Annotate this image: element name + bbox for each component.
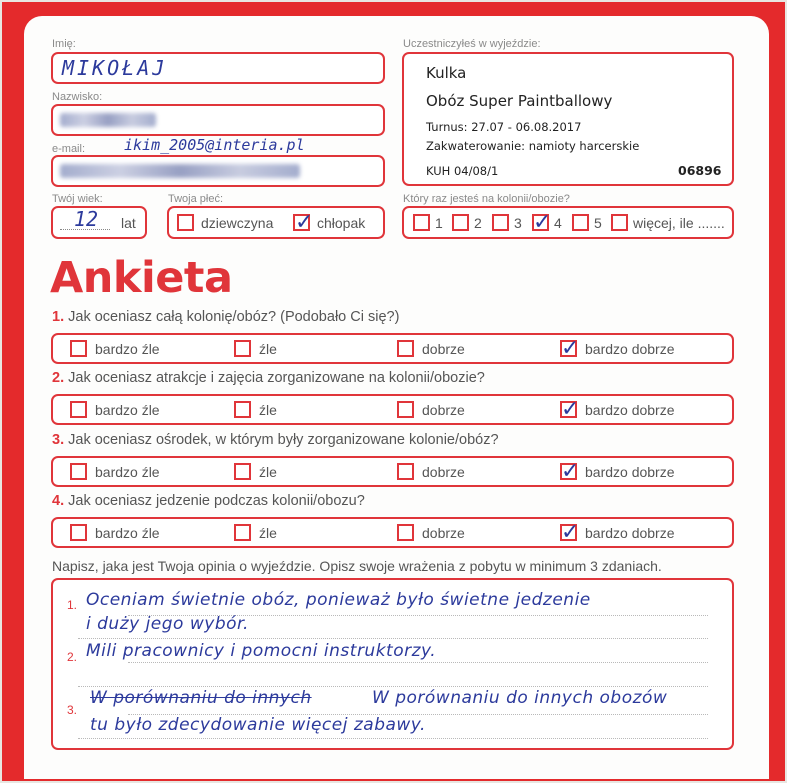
checkbox-q3-opt3[interactable] <box>397 463 414 480</box>
opinion-line-2: i duży jego wybór. <box>86 614 249 634</box>
times-label: Który raz jesteś na kolonii/obozie? <box>403 193 570 205</box>
check-mark-icon: ✓ <box>533 210 552 235</box>
question-4-text <box>52 493 365 509</box>
checkbox-q4-opt2[interactable] <box>234 524 251 541</box>
checkbox-q4-opt1[interactable] <box>70 524 87 541</box>
stamp-turnus: Turnus: 27.07 - 06.08.2017 <box>426 120 582 134</box>
age-value: 12 <box>74 207 99 231</box>
checkbox-q3-opt2[interactable] <box>234 463 251 480</box>
times-option-2: 2 <box>474 215 482 231</box>
age-label: Twój wiek: <box>52 193 103 205</box>
times-option-4: 4 <box>554 215 562 231</box>
opinion-num-1: 1. <box>67 598 78 612</box>
check-mark-icon: ✓ <box>295 210 314 235</box>
opinion-num-2: 2. <box>67 650 78 664</box>
rating-option-label: bardzo źle <box>95 402 160 418</box>
question-label: Jak oceniasz atrakcje i zajęcia zorganizowane na kolonii/obozie? <box>68 370 485 386</box>
checkbox-times-more[interactable] <box>611 214 628 231</box>
stamp-number: 06896 <box>678 163 722 178</box>
name-value: MIKOŁAJ <box>62 56 168 80</box>
stamp-code: KUH 04/08/1 <box>426 164 499 178</box>
rating-option-label: dobrze <box>422 402 465 418</box>
stamp-name: Kulka <box>426 64 467 82</box>
question-1-text <box>52 309 399 325</box>
check-mark-icon: ✓ <box>561 336 580 361</box>
rating-option-label: bardzo dobrze <box>585 341 675 357</box>
checkbox-times-2[interactable] <box>452 214 469 231</box>
times-option-5: 5 <box>594 215 602 231</box>
email-handwritten: ikim_2005@interia.pl <box>124 136 305 154</box>
checkbox-q2-opt1[interactable] <box>70 401 87 418</box>
opinion-line-3: Mili pracownicy i pomocni instruktorzy. <box>86 641 437 661</box>
rating-option-label: bardzo źle <box>95 464 160 480</box>
opinion-strikethrough: W porównaniu do innych <box>90 688 312 708</box>
rating-option-label: bardzo źle <box>95 341 160 357</box>
participated-label: Uczestniczyłeś w wyjeździe: <box>403 38 541 50</box>
gender-option-boy: chłopak <box>317 215 366 231</box>
surname-label: Nazwisko: <box>52 91 103 103</box>
opinion-prompt: Napisz, jaka jest Twoja opinia o wyjeździe. Opisz swoje wrażenia z pobytu w minimum 3 zdaniach. <box>52 558 662 574</box>
question-number: 3. <box>52 432 65 448</box>
check-mark-icon: ✓ <box>561 520 580 545</box>
age-unit: lat <box>121 215 136 231</box>
gender-label: Twoja płeć: <box>168 193 224 205</box>
name-label: Imię: <box>52 38 76 50</box>
rating-option-label: bardzo źle <box>95 525 160 541</box>
rating-option-label: źle <box>259 464 277 480</box>
times-option-1: 1 <box>435 215 443 231</box>
rating-option-label: bardzo dobrze <box>585 525 675 541</box>
question-label: Jak oceniasz ośrodek, w którym były zorganizowane kolonie/obóz? <box>68 432 499 448</box>
writing-line <box>128 662 708 663</box>
gender-option-girl: dziewczyna <box>201 215 274 231</box>
email-label: e-mail: <box>52 143 86 155</box>
question-number: 1. <box>52 309 65 325</box>
redacted-email <box>60 164 300 178</box>
opinion-line-4: W porównaniu do innych obozów <box>372 688 668 708</box>
checkbox-q1-opt1[interactable] <box>70 340 87 357</box>
stamp-housing: Zakwaterowanie: namioty harcerskie <box>426 139 640 153</box>
question-number: 2. <box>52 370 65 386</box>
question-number: 4. <box>52 493 65 509</box>
question-label: Jak oceniasz całą kolonię/obóz? (Podobało Ci się?) <box>68 309 400 325</box>
writing-line <box>78 738 708 739</box>
rating-option-label: źle <box>259 402 277 418</box>
question-3-text <box>52 432 499 448</box>
checkbox-times-1[interactable] <box>413 214 430 231</box>
check-mark-icon: ✓ <box>561 397 580 422</box>
opinion-line-5: tu było zdecydowanie więcej zabawy. <box>90 715 426 735</box>
checkbox-q4-opt3[interactable] <box>397 524 414 541</box>
opinion-line-1: Oceniam świetnie obóz, ponieważ było świetne jedzenie <box>86 590 591 610</box>
checkbox-q1-opt2[interactable] <box>234 340 251 357</box>
rating-option-label: bardzo dobrze <box>585 464 675 480</box>
opinion-num-3: 3. <box>67 703 78 717</box>
question-label: Jak oceniasz jedzenie podczas kolonii/obozu? <box>68 493 365 509</box>
rating-option-label: dobrze <box>422 464 465 480</box>
checkbox-times-5[interactable] <box>572 214 589 231</box>
question-2-text <box>52 370 485 386</box>
checkbox-q2-opt3[interactable] <box>397 401 414 418</box>
rating-option-label: bardzo dobrze <box>585 402 675 418</box>
checkbox-q1-opt3[interactable] <box>397 340 414 357</box>
times-option-3: 3 <box>514 215 522 231</box>
checkbox-times-3[interactable] <box>492 214 509 231</box>
check-mark-icon: ✓ <box>561 459 580 484</box>
rating-option-label: źle <box>259 525 277 541</box>
stamp-camp: Obóz Super Paintballowy <box>426 92 613 110</box>
page-title: Ankieta <box>50 253 233 303</box>
writing-line <box>78 638 708 639</box>
checkbox-girl[interactable] <box>177 214 194 231</box>
redacted-surname <box>60 113 156 127</box>
rating-option-label: dobrze <box>422 525 465 541</box>
rating-option-label: dobrze <box>422 341 465 357</box>
checkbox-q3-opt1[interactable] <box>70 463 87 480</box>
writing-line <box>78 686 708 687</box>
times-option-more: więcej, ile ....... <box>633 215 725 231</box>
rating-option-label: źle <box>259 341 277 357</box>
checkbox-q2-opt2[interactable] <box>234 401 251 418</box>
